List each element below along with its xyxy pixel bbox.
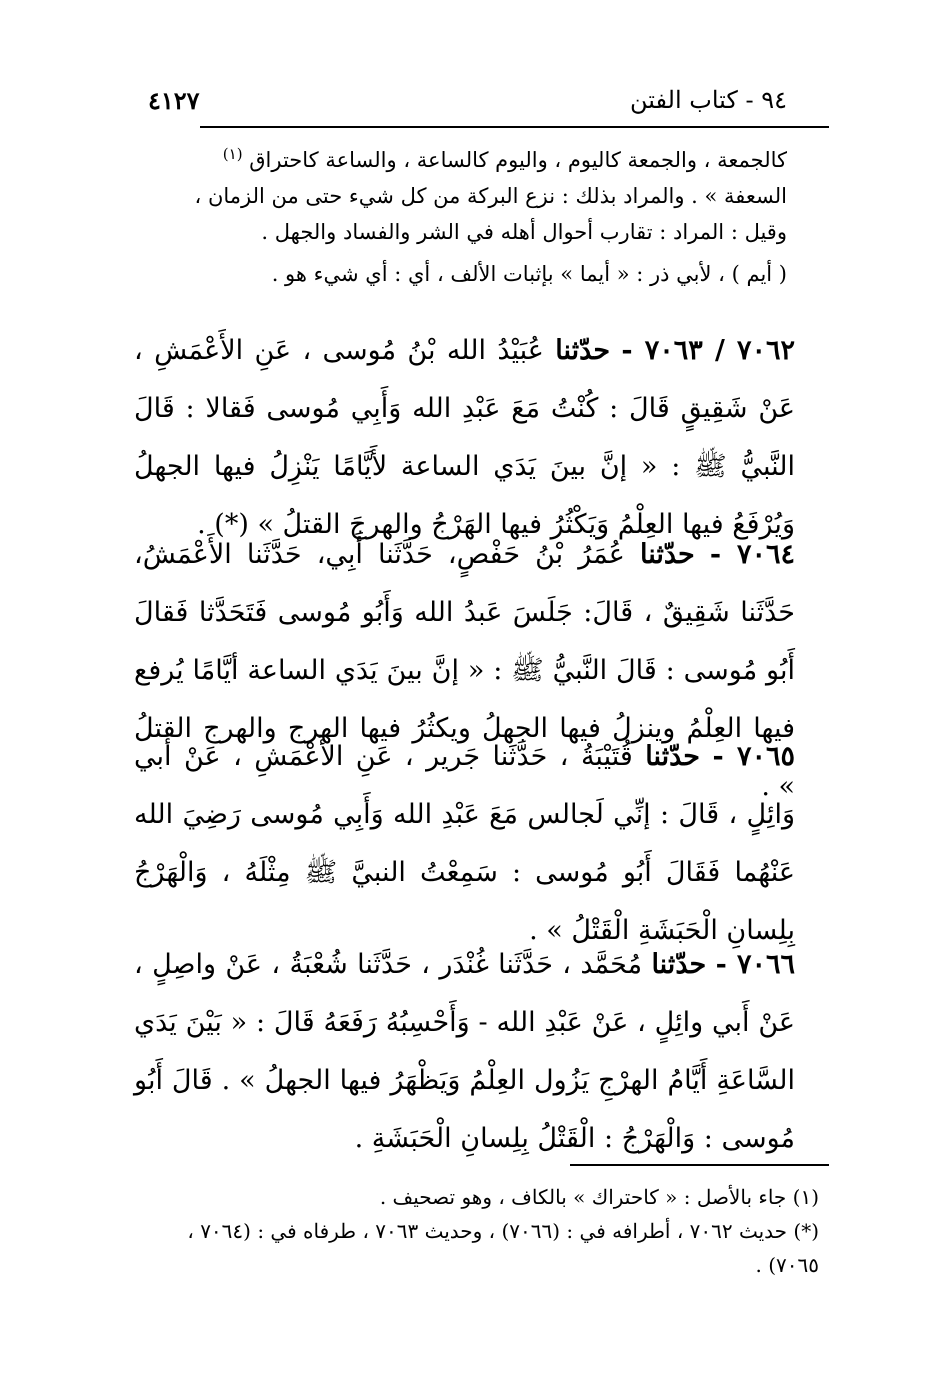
note-line: وقيل : المراد : تقارب أحوال أهله في الشر والفساد والجهل . [261, 220, 787, 244]
footnote-rule [570, 1164, 829, 1166]
footnote: (١) جاء بالأصل : « كاحتراك » بالكاف ، وهو تصحيف . [379, 1185, 819, 1209]
page-header [148, 86, 787, 126]
hadith-heading: حدّثنا [645, 741, 701, 772]
section-title: ٩٤ - كتاب الفتن [630, 86, 787, 114]
hadith-number: ٧٠٦٢ / ٧٠٦٣ - [621, 335, 795, 366]
hadith-text: عُبَيْدُ الله بْنُ مُوسى ، عَنِ الأَعْمَشِ ، عَنْ شَقِيقٍ قَالَ : كُنْتُ مَعَ عَبْدِ الله وَأَبِي مُوسى فَقالا : قَالَ النَّبيُّ ﷺ : « إنَّ بينَ يَدَي الساعة لأَيَّامًا يَنْزِلُ فيها الجهلُ وَيُرْفَعُ فيها العِلْمُ وَيَكْثُرُ فيها الهَرْجُ والهرجَ القتلُ » (*) . [134, 335, 795, 540]
hadith-heading: حدّثنا [639, 539, 695, 570]
hadith-heading: حدّثنا [651, 949, 707, 980]
page-number: ٤١٢٧ [148, 86, 200, 115]
footnotes [134, 1180, 819, 1282]
hadith-text: مُحَمَّد ، حَدَّثَنا غُنْدَر ، حَدَّثَنا شُعْبَةُ ، عَنْ واصِلٍ ، عَنْ أَبي وائِلٍ ، عَنْ عَبْدِ الله - وَأَحْسِبُهُ رَفَعَهُ قَالَ : « بَيْنَ يَدَي السَّاعَةِ أَيَّامُ الهرْجِ يَزُول العِلْمُ وَيَظْهَرُ فيها الجهلُ » . قَالَ أَبُو مُوسى : وَالْهَرْجُ : الْقَتْلُ بِلِسانِ الْحَبَشَةِ . [134, 949, 795, 1154]
hadith-block [134, 728, 795, 960]
hadith-block [134, 322, 795, 554]
note-line: السعفة » . والمراد بذلك : نزع البركة من كل شيء حتى من الزمان ، [194, 184, 787, 208]
note-line [148, 136, 787, 178]
footnote-marker: (١) [222, 145, 243, 163]
hadith-heading: حدّثنا [555, 335, 611, 366]
continued-footnote [148, 136, 787, 292]
hadith-number: ٧٠٦٦ - [715, 949, 795, 980]
note-line-text: كالجمعة ، والجمعة كاليوم ، واليوم كالساعة ، والساعة كاحتراق [249, 148, 787, 172]
hadith-text: قُتَيْبَةُ ، حَدَّثَنا جَرير ، عَنِ الأَعْمَشِ ، عَنْ أَبي وَائِلٍ ، قَالَ : إنِّي لَجالس مَعَ عَبْدِ الله وَأَبِي مُوسى رَضِيَ الله عَنْهُما فَقَالَ أَبُو مُوسى : سَمِعْتُ النبيَّ ﷺ مِثْلَهُ ، وَالْهَرْجُ بِلِسانِ الْحَبَشَةِ الْقَتْلُ » . [134, 741, 795, 946]
hadith-block [134, 936, 795, 1168]
hadith-number: ٧٠٦٥ - [712, 741, 795, 772]
hadith-text: عُمَرُ بْنُ حَفْصٍ، حَدَّثَنا أَبِي، حَدَّثَنا الأَعْمَشُ، حَدَّثَنا شَقِيقٌ ، قَالَ: جَلَسَ عَبدُ الله وَأَبُو مُوسى فَتَحَدَّثا فَقالَ أَبُو مُوسى : قَالَ النَّبيُّ ﷺ : « إنَّ بينَ يَدَي الساعة أيَّامًا يُرفع فيها العِلْمُ وينزلُ فيها الجهلُ ويكثُرُ فيها الهرج والهرج القتلُ » . [134, 539, 796, 802]
header-rule [200, 126, 829, 128]
footnote: (*) حديث ٧٠٦٢ ، أطرافه في : (٧٠٦٦) ، وحديث ٧٠٦٣ ، طرفاه في : (٧٠٦٤ ، ٧٠٦٥) . [187, 1219, 819, 1277]
note-line: ( أيم ) ، لأبي ذر : « أيما » بإثبات الألف ، أي : أي شيء هو . [271, 262, 787, 286]
hadith-number: ٧٠٦٤ - [709, 539, 795, 570]
